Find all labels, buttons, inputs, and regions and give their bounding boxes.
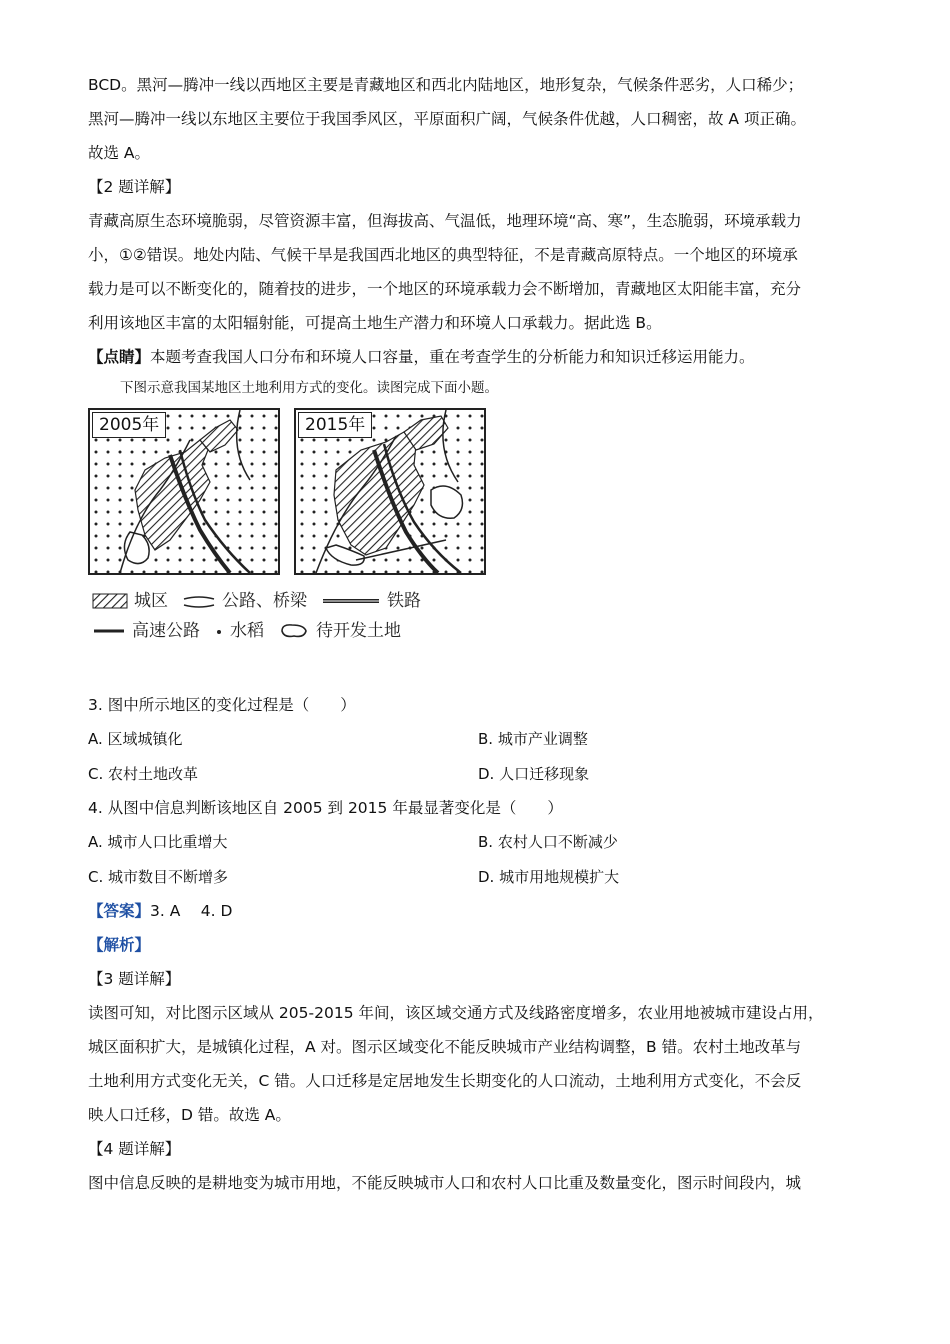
text-line: 读图可知，对比图示区域从 205-2015 年间，该区域交通方式及线路密度增多，农业用地被城市建设占用， bbox=[88, 1004, 824, 1022]
q3-options-row bbox=[88, 722, 868, 757]
legend-rice-label: 水稻 bbox=[230, 621, 264, 641]
map-2005 bbox=[88, 408, 280, 575]
dianjing-text: 本题考查我国人口分布和环境人口容量，重在考查学生的分析能力和知识迁移运用能力。 bbox=[150, 348, 755, 366]
legend-railway-label: 铁路 bbox=[387, 591, 421, 611]
q3-option-d: D. 人口迁移现象 bbox=[478, 764, 590, 783]
q3-option-b: B. 城市产业调整 bbox=[478, 730, 588, 748]
text-line: 青藏高原生态环境脆弱，尽管资源丰富，但海拔高、气温低，地理环境“高、寒”，生态脆弱，环境承载力 bbox=[88, 212, 802, 230]
q2-detail-heading: 【2 题详解】 bbox=[88, 178, 181, 196]
q3-option-a: A. 区域城镇化 bbox=[88, 730, 183, 748]
legend-road bbox=[182, 586, 307, 616]
answer-text: 3. A 4. D bbox=[150, 902, 233, 920]
q4-option-b: B. 农村人口不断减少 bbox=[478, 833, 618, 851]
legend-rice bbox=[214, 616, 264, 646]
dianjing-paragraph bbox=[88, 340, 868, 374]
q3-option-c: C. 农村土地改革 bbox=[88, 764, 199, 783]
land-use-figure bbox=[88, 408, 488, 678]
text-line: BCD。黑河—腾冲一线以西地区主要是青藏地区和西北内陆地区，地形复杂，气候条件恶劣，人口稀少； bbox=[88, 76, 804, 94]
text-line: 小，①②错误。地处内陆、气候干旱是我国西北地区的典型特征，不是青藏高原特点。一个地区的环境承 bbox=[88, 246, 798, 264]
q4-options-row bbox=[88, 860, 868, 895]
answer-tag: 【答案】 bbox=[88, 902, 151, 920]
map-2005-label: 2005年 bbox=[92, 412, 166, 438]
highway-icon bbox=[92, 623, 126, 639]
text-line: 城区面积扩大，是城镇化过程，A 对。图示区域变化不能反映城市产业结构调整，B 错。农村土地改革与 bbox=[88, 1038, 802, 1056]
text-line: 故选 A。 bbox=[88, 144, 151, 162]
q4-options-row bbox=[88, 825, 868, 860]
text-line: 土地利用方式变化无关，C 错。人口迁移是定居地发生长期变化的人口流动，土地利用方式变化，不会反 bbox=[88, 1072, 802, 1090]
analysis-tag: 【解析】 bbox=[88, 936, 151, 954]
document-page bbox=[88, 68, 868, 1200]
map-2015 bbox=[294, 408, 486, 575]
undeveloped-land-icon bbox=[278, 622, 310, 640]
hatch-swatch-icon bbox=[92, 593, 128, 609]
text-line: 黑河—腾冲一线以东地区主要位于我国季风区，平原面积广阔，气候条件优越，人口稠密，故 A 项正确。 bbox=[88, 110, 806, 128]
text-line: 利用该地区丰富的太阳辐射能，可提高土地生产潜力和环境人口承载力。据此选 B。 bbox=[88, 314, 662, 332]
q4-detail-heading: 【4 题详解】 bbox=[88, 1140, 181, 1158]
text-line: 图中信息反映的是耕地变为城市用地，不能反映城市人口和农村人口比重及数量变化，图示时间段内，城 bbox=[88, 1174, 802, 1192]
q3-detail-heading: 【3 题详解】 bbox=[88, 970, 181, 988]
rice-dot-icon bbox=[214, 623, 224, 639]
legend-urban-label: 城区 bbox=[134, 591, 168, 611]
dianjing-tag: 【点睛】 bbox=[88, 348, 151, 366]
q4-option-a: A. 城市人口比重增大 bbox=[88, 833, 228, 851]
map-legend bbox=[92, 586, 492, 646]
figure-intro: 下图示意我国某地区土地利用方式的变化。读图完成下面小题。 bbox=[120, 380, 498, 396]
q4-option-c: C. 城市数目不断增多 bbox=[88, 867, 229, 886]
text-line: 载力是可以不断变化的，随着技的进步，一个地区的环境承载力会不断增加，青藏地区太阳能丰富，充分 bbox=[88, 280, 802, 298]
q4-option-d: D. 城市用地规模扩大 bbox=[478, 867, 620, 886]
text-line: 映人口迁移，D 错。故选 A。 bbox=[88, 1106, 291, 1124]
q4-stem: 4. 从图中信息判断该地区自 2005 到 2015 年最显著变化是（ ） bbox=[88, 799, 563, 817]
legend-railway bbox=[321, 586, 421, 616]
q3-options-row bbox=[88, 757, 868, 792]
legend-urban bbox=[92, 586, 168, 616]
railway-icon bbox=[321, 593, 381, 609]
legend-road-label: 公路、桥梁 bbox=[222, 591, 307, 611]
map-2015-label: 2015年 bbox=[298, 412, 372, 438]
legend-undeveloped bbox=[278, 616, 401, 646]
legend-highway-label: 高速公路 bbox=[132, 621, 200, 641]
road-bridge-icon bbox=[182, 593, 216, 609]
q3-stem: 3. 图中所示地区的变化过程是（ ） bbox=[88, 696, 356, 714]
legend-highway bbox=[92, 616, 200, 646]
answer-line bbox=[88, 894, 868, 928]
legend-undeveloped-label: 待开发土地 bbox=[316, 621, 401, 641]
